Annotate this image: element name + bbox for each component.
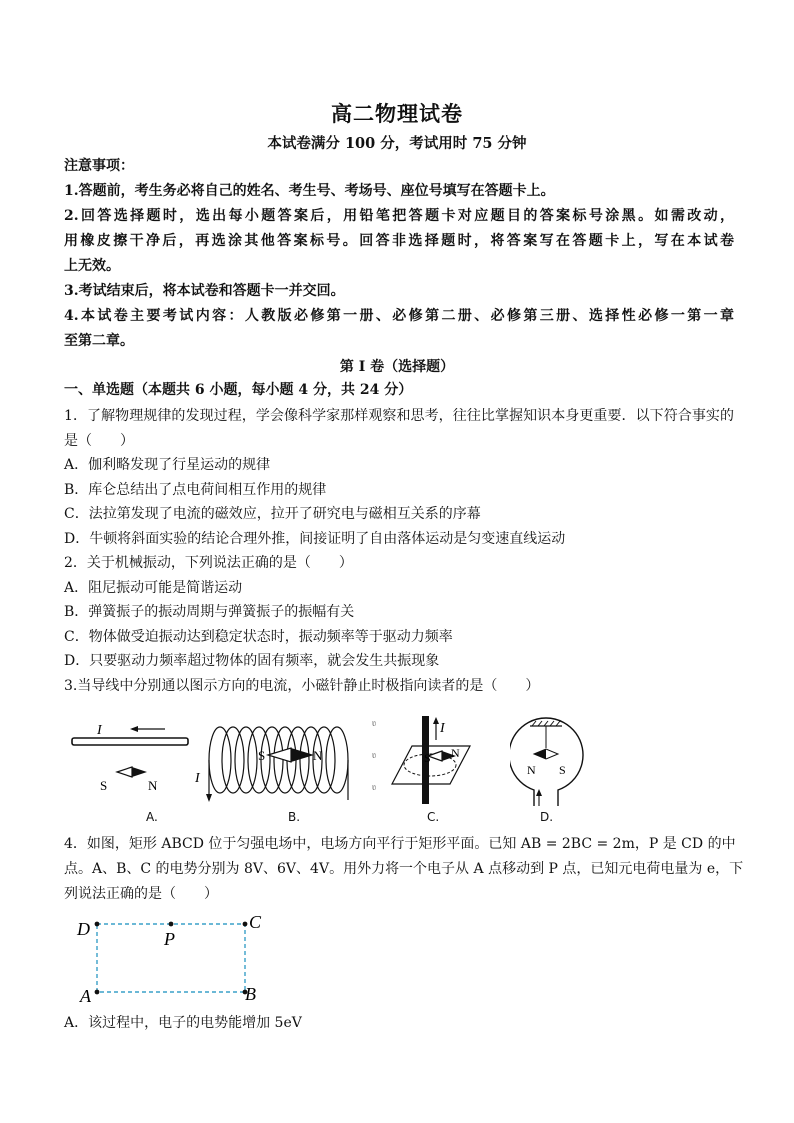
svg-text:ʋ: ʋ [372,750,377,760]
note-item-3: 3.考试结束后，将本试卷和答题卡一并交回。 [64,283,345,299]
question-1 [64,404,734,698]
label-d: D [77,919,90,939]
point-c [243,922,248,927]
current-arrow-head [130,726,138,732]
page-title: 高二物理试卷 [331,101,463,126]
section-heading [64,378,734,403]
south-label: S [258,748,266,763]
point-d [95,922,100,927]
q3-caption-a: A. [146,810,158,824]
needle-white-half [268,748,291,762]
question-4 [64,832,744,907]
q4-stem-line-3: 列说法正确的是（ ） [64,886,218,902]
q4-stem-line-1: 4．如图，矩形 ABCD 位于匀强电场中，电场方向平行于矩形平面。已知 AB = 2BC = 2m，P 是 CD 的中 [64,836,736,852]
q2-option-c: C．物体做受迫振动达到稳定状态时，振动频率等于驱动力频率 [64,628,453,645]
note-item-4-line-2: 至第二章。 [64,333,134,349]
q1-option-c: C．法拉第发现了电流的磁效应，拉开了研究电与磁相互关系的序幕 [64,506,481,522]
label-b: B [245,984,256,1004]
q3-figure-d [510,708,590,808]
needle-black-half [534,749,546,759]
q3-figure-c [372,712,482,807]
q2-option-a: A．阻尼振动可能是简谐运动 [64,579,243,596]
current-label: I [97,723,102,738]
q2-option-b: B．弹簧振子的振动周期与弹簧振子的振幅有关 [64,604,355,620]
q1-option-b: B．库仑总结出了点电荷间相互作用的规律 [64,481,327,498]
q3-caption-c: C. [427,810,440,824]
q1-stem-line-1: 1．了解物理规律的发现过程，学会像科学家那样观察和思考，往往比掌握知识本身更重要．以下符合事实的 [64,408,734,424]
q3-figure-a [70,718,200,808]
exam-subtitle: 本试卷满分 100 分，考试用时 75 分钟 [267,135,527,152]
label-c: C [249,912,262,932]
notes-heading: 注意事项： [64,158,134,174]
needle-white-half [117,767,132,777]
q3-figure-b [192,712,367,807]
current-arrow-head [536,789,542,796]
label-a: A [80,986,91,1006]
q1-option-a: A．伽利略发现了行星运动的规律 [64,457,271,473]
q2-stem: 2．关于机械振动，下列说法正确的是（ ） [64,555,353,571]
south-label: S [559,763,566,777]
note-item-2-line-2: 用橡皮擦干净后，再选涂其他答案标号。回答非选择题时，将答案写在答题卡上，写在本试卷 [64,233,734,249]
current-label: I [195,771,200,786]
q4-rectangle-figure [72,908,272,1008]
q4-option-a: A．该过程中，电子的电势能增加 5eV [64,1015,302,1031]
label-p: P [164,929,175,949]
solenoid-coils [209,727,348,793]
current-label: I [440,721,445,736]
q1-option-d: D．牛顿将斜面实验的结论合理外推，间接证明了自由落体运动是匀变速直线运动 [64,530,566,547]
north-label: N [313,748,323,763]
q2-option-d: D．只要驱动力频率超过物体的固有频率，就会发生共振现象 [64,653,440,669]
point-p [169,922,174,927]
note-item-1: 1.答题前，考生务必将自己的姓名、考生号、考场号、座位号填写在答题卡上。 [64,183,555,199]
part-heading: 第 I 卷（选择题） [339,359,455,375]
north-label: N [148,778,158,793]
south-label: S [100,778,108,793]
q4-options [64,1011,734,1036]
single-choice-heading: 一、单选题（本题共 6 小题，每小题 4 分，共 24 分） [64,382,413,398]
current-arrow-head [433,717,439,724]
svg-text:ʋ: ʋ [372,782,377,792]
note-item-2-line-1: 2.回答选择题时，选出每小题答案后，用铅笔把答题卡对应题目的答案标号涂黑。如需改动， [64,208,734,224]
needle-black-half [132,767,147,777]
q3-caption-b: B. [288,810,301,824]
q3-caption-d: D. [540,810,554,824]
q1-stem-line-2: 是（ ） [64,432,134,449]
note-item-2-line-3: 上无效。 [64,258,120,274]
north-label: N [527,763,536,777]
note-item-4-line-1: 4.本试卷主要考试内容：人教版必修第一册、必修第二册、必修第三册、选择性必修一第一章 [64,308,734,324]
q3-stem: 3.当导线中分别通以图示方向的电流，小磁针静止时极指向读者的是（ ） [64,677,540,694]
svg-text:ʋ: ʋ [372,718,377,728]
south-label: S [424,751,431,765]
point-a [95,990,100,995]
north-label: N [451,746,460,760]
support-hatch [532,721,560,726]
needle-black-half [291,748,314,762]
wire-bar [72,738,188,745]
q4-stem-line-2: 点。A、B、C 的电势分别为 8V、6V、4V。用外力将一个电子从 A 点移动到 P 点，已知元电荷电量为 e，下 [64,861,744,877]
notes-section [64,154,734,354]
current-arrow-head [206,794,212,802]
